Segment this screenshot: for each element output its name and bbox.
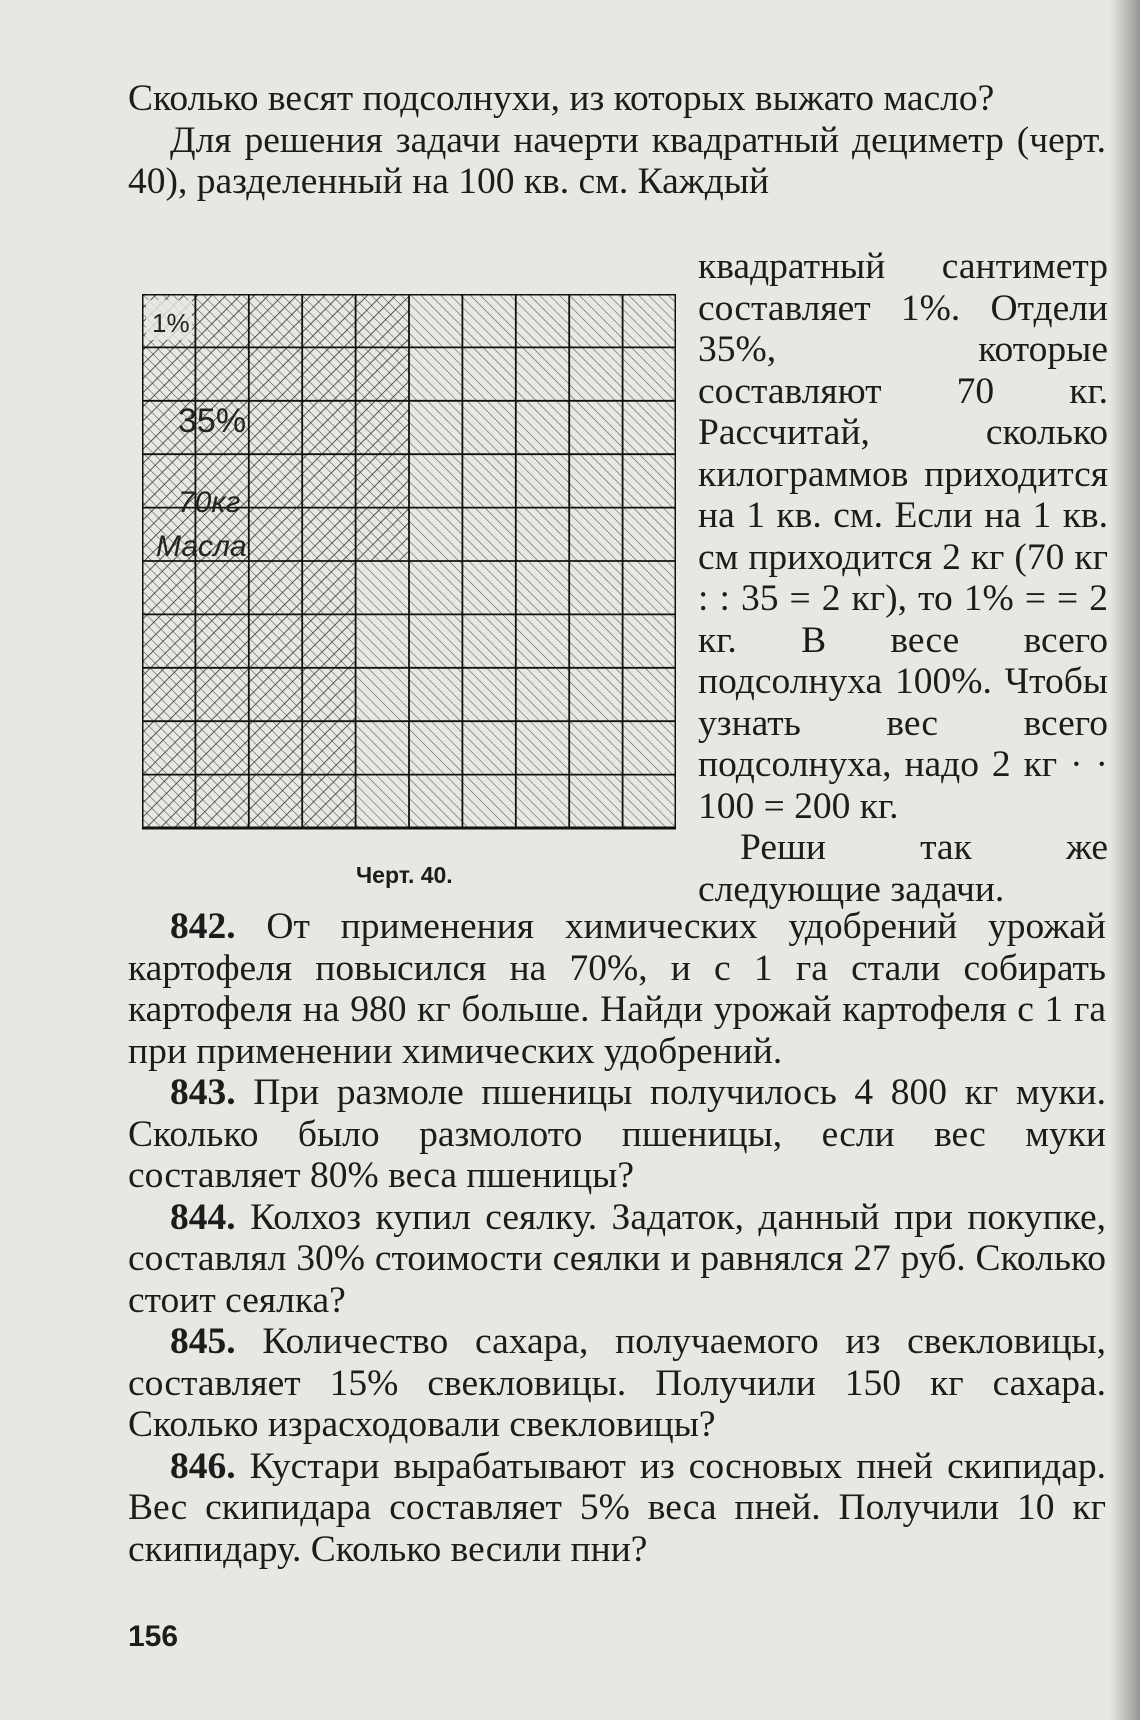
problem-number: 843. <box>170 1072 236 1113</box>
figure-side-text <box>698 246 1108 910</box>
problem-text: От применения химических удобрений урожай картофеля повысился на 70%, и с 1 га стали собирать картофеля на 980 кг больше. Найди урожай картофеля с 1 га при применении химических удобрений. <box>128 906 1106 1072</box>
problem-number: 846. <box>170 1445 236 1487</box>
problem-text: При размоле пшеницы получилось 4 800 кг муки. Сколько было размолото пшеницы, если вес муки составляет 80% веса пшеницы? <box>128 1072 1106 1196</box>
square-decimeter-figure <box>142 294 676 834</box>
problem-number: 842. <box>170 906 236 947</box>
label-35-percent: 35% <box>178 402 247 440</box>
problem-843 <box>128 1072 1106 1197</box>
hatched-35-extra <box>356 294 409 561</box>
intro-line-1: Сколько весят подсолнухи, из которых выжато масло? <box>128 78 995 119</box>
label-oil: Масла <box>156 530 247 563</box>
problems-list <box>128 906 1106 1570</box>
label-70-kg: 70кг <box>178 486 241 519</box>
problem-842 <box>128 906 1106 1072</box>
problem-text: Кустари вырабатывают из сосновых пней скипидар. Вес скипидара составляет 5% веса пней. Получили 10 кг скипидару. Сколько весили пни? <box>128 1445 1106 1570</box>
problem-845 <box>128 1321 1106 1446</box>
problem-text: Колхоз купил сеялку. Задаток, данный при покупке, составлял 30% стоимости сеялки и равнялся 27 руб. Сколько стоит сеялка? <box>128 1196 1106 1321</box>
problem-number: 844. <box>170 1196 236 1238</box>
label-1-percent: 1% <box>152 308 190 338</box>
page-number: 156 <box>128 1620 179 1653</box>
intro-text <box>128 78 1106 203</box>
follow-instruction: Реши так же следующие задачи. <box>698 827 1108 910</box>
problem-846 <box>128 1446 1106 1571</box>
side-explanation: квадратный сантиметр составляет 1%. Отдели 35%, которые составляют 70 кг. Рассчитай, сколько килограммов приходится на 1 кв. см. Если на 1 кв. см приходится 2 кг (70 кг : : 35 = 2 кг), то 1% = = 2 кг. В весе всего подсолнуха 100%. Чтобы узнать вес всего подсолнуха, надо 2 кг · · 100 = 200 кг. <box>698 246 1108 827</box>
figure-caption: Черт. 40. <box>356 862 453 888</box>
intro-line-2: Для решения задачи начерти квадратный дециметр (черт. 40), разделенный на 100 кв. см. Каждый <box>128 119 1106 202</box>
problem-number: 845. <box>170 1321 236 1362</box>
problem-text: Количество сахара, получаемого из свекловицы, составляет 15% свекловицы. Получили 150 кг сахара. Сколько израсходовали свекловицы? <box>128 1321 1106 1445</box>
problem-844 <box>128 1197 1106 1322</box>
